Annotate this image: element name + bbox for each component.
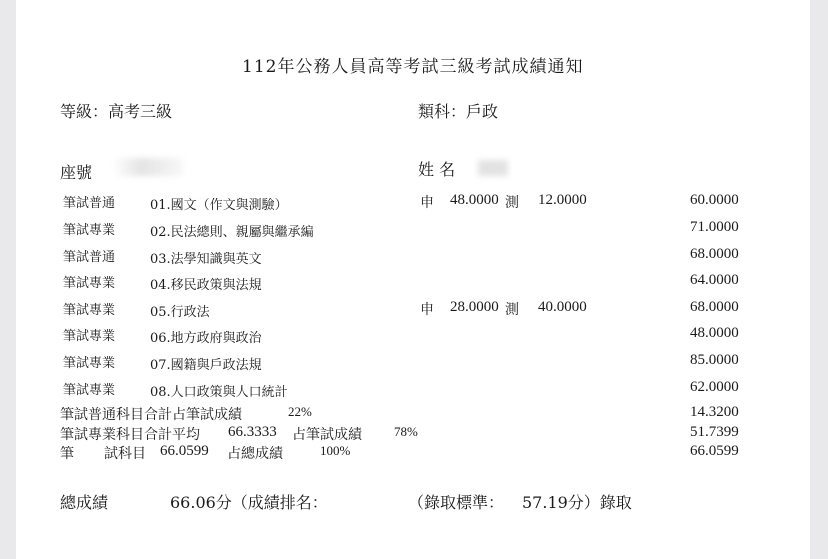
subject-score: 85.0000 — [690, 352, 739, 368]
subject-score: 71.0000 — [690, 219, 739, 235]
subject-type: 筆試專業 — [63, 303, 116, 318]
subject-type: 筆試專業 — [63, 383, 116, 398]
essay-mark: 申 — [420, 195, 434, 211]
prof-subjects-text: 筆試專業科目合計平均 — [60, 427, 200, 443]
essay-mark: 申 — [420, 302, 434, 318]
test-score: 40.0000 — [538, 299, 587, 315]
total-label: 總成績 — [60, 493, 109, 512]
total-score: 66.06分（成績排名： — [170, 493, 328, 512]
test-score: 12.0000 — [538, 192, 587, 208]
redacted-name — [478, 160, 508, 176]
seat-number-label: 座號 — [60, 163, 93, 182]
subject-score: 48.0000 — [690, 325, 739, 341]
subject-score: 62.0000 — [690, 379, 739, 395]
general-subjects-score: 14.3200 — [690, 404, 739, 420]
prof-subjects-score: 51.7399 — [690, 424, 739, 440]
exam-category: 類科：戶政 — [418, 102, 499, 121]
subject-score: 68.0000 — [690, 299, 739, 315]
subject-score: 68.0000 — [690, 246, 739, 262]
notice-title: 112年公務人員高等考試三級考試成績通知 — [242, 57, 584, 77]
prof-subjects-avg: 66.3333 — [228, 424, 277, 440]
subject-name: 08.人口政策與人口統計 — [150, 385, 288, 400]
subject-name: 03.法學知識與英文 — [150, 252, 262, 267]
subject-type: 筆試專業 — [63, 276, 116, 291]
written-subjects-text2: 占總成績 — [227, 446, 283, 462]
name-label: 姓 名 — [418, 160, 456, 179]
subject-type: 筆試專業 — [63, 329, 116, 344]
written-subjects-score: 66.0599 — [690, 443, 739, 459]
test-mark: 測 — [505, 302, 519, 318]
subject-score: 60.0000 — [690, 192, 739, 208]
exam-level: 等級：高考三級 — [60, 102, 173, 121]
general-subjects-pct: 22% — [288, 404, 312, 419]
written-char: 筆 — [60, 446, 74, 462]
written-subjects-val: 66.0599 — [160, 443, 209, 459]
subject-name: 02.民法總則、親屬與繼承編 — [150, 225, 314, 240]
subject-score: 64.0000 — [690, 272, 739, 288]
subject-type: 筆試普通 — [63, 196, 116, 211]
subject-name: 06.地方政府與政治 — [150, 331, 262, 346]
test-mark: 測 — [505, 195, 519, 211]
prof-subjects-pct: 78% — [394, 424, 418, 439]
subject-name: 04.移民政策與法規 — [150, 278, 262, 293]
written-subjects-text: 試科目 — [104, 446, 146, 462]
subject-name: 07.國籍與戶政法規 — [150, 358, 262, 373]
subject-name: 05.行政法 — [150, 305, 210, 320]
subject-type: 筆試專業 — [63, 356, 116, 371]
prof-subjects-text2: 占筆試成績 — [292, 427, 362, 443]
written-subjects-pct: 100% — [320, 443, 351, 458]
admission-standard-value: 57.19分）錄取 — [522, 493, 632, 512]
subject-name: 01.國文（作文與測驗） — [150, 198, 288, 213]
essay-score: 28.0000 — [450, 299, 499, 315]
redacted-seat-number — [113, 158, 183, 176]
subject-type: 筆試普通 — [63, 250, 116, 265]
admission-standard-label: （錄取標準： — [408, 493, 505, 512]
subject-type: 筆試專業 — [63, 223, 116, 238]
essay-score: 48.0000 — [450, 192, 499, 208]
general-subjects-text: 筆試普通科目合計占筆試成績 — [60, 407, 242, 423]
